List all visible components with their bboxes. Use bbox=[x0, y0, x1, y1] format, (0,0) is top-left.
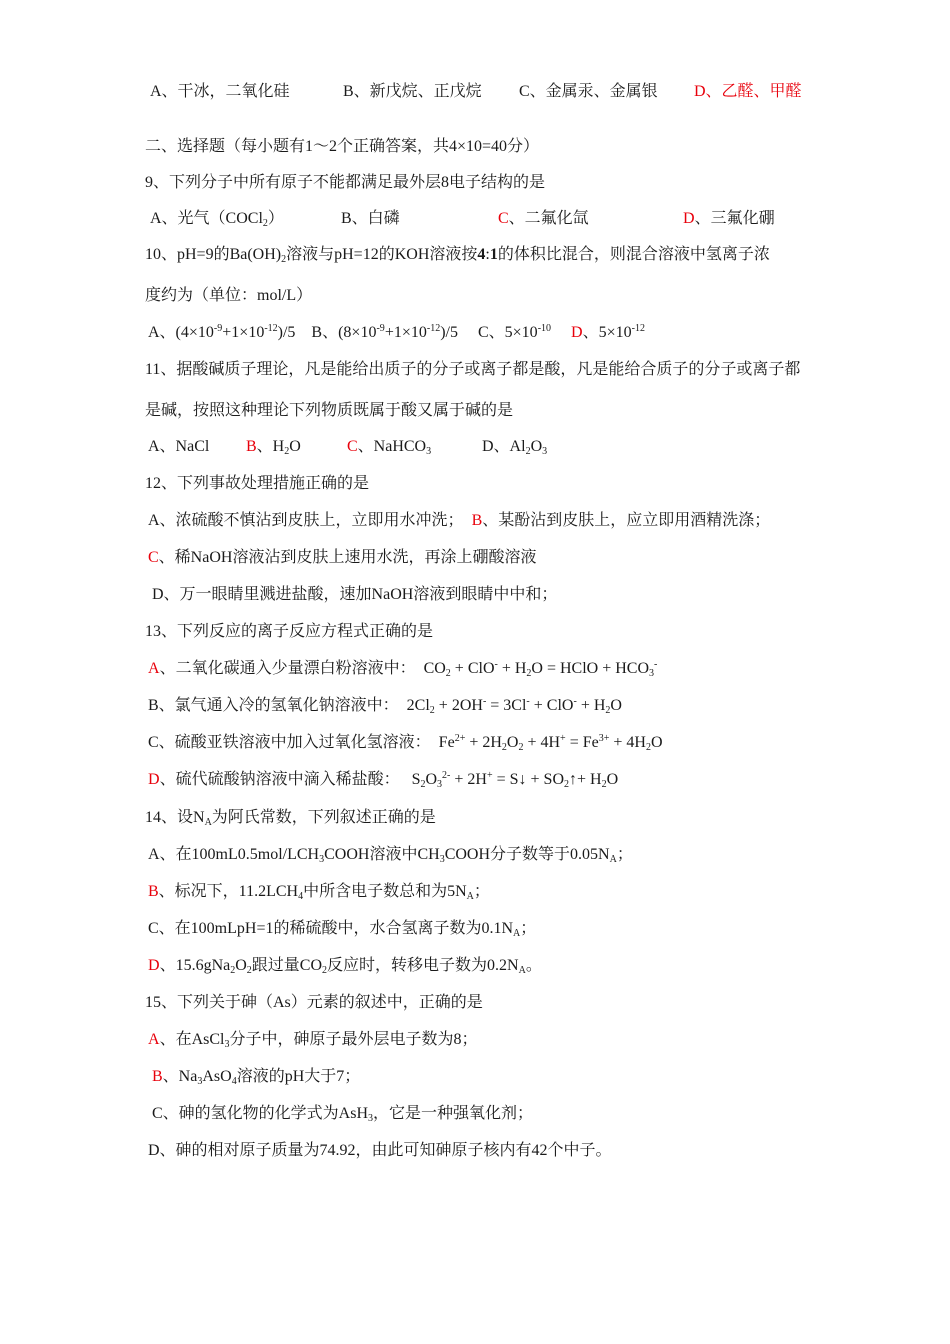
q9-option-b: B、白磷 bbox=[341, 210, 400, 227]
q12-option-c: C、稀NaOH溶液沾到皮肤上速用水洗，再涂上硼酸溶液 bbox=[148, 549, 537, 566]
section-2-heading: 二、选择题（每小题有1～2个正确答案，共4×10=40分） bbox=[145, 138, 540, 155]
q12-stem: 12、下列事故处理措施正确的是 bbox=[145, 475, 370, 492]
q11-option-b: B、$H_2O$ bbox=[246, 438, 301, 457]
q8-option-d: D、乙醛、甲醛 bbox=[694, 83, 802, 100]
q9-stem: 9、下列分子中所有原子不能都满足最外层8电子结构的是 bbox=[145, 174, 546, 191]
q15-option-c: C、砷的氢化物的化学式为AsH$_3$，它是一种强氧化剂； bbox=[152, 1105, 534, 1124]
q14-option-a: A、在$100mL0.5mol/LCH_3COOH$溶液中$CH_3COOH$分子数等于$0.05N_A$； bbox=[148, 846, 633, 865]
q14-option-c: C、在100mLpH=1的稀硫酸中，水合氢离子数为$0.1N_A$； bbox=[148, 920, 537, 939]
q12-options-ab: A、浓硫酸不慎沾到皮肤上，立即用水冲洗； B、某酚沾到皮肤上，应立即用酒精洗涤； bbox=[148, 512, 771, 529]
q11-option-c: C、NaHCO$_3$ bbox=[347, 438, 432, 457]
q10-line1: 10、pH=9的$Ba(OH)_2$溶液与pH=12的KOH溶液按4:1的体积比混合，则混合溶液中氢离子浓 bbox=[145, 246, 770, 265]
q15-option-d: D、砷的相对原子质量为74.92，由此可知砷原子核内有42个中子。 bbox=[148, 1142, 612, 1159]
q10-options: A、$(4\times 10^{-9}+1\times 10^{-12})/5$ B、$(8\times 10^{-9}+1\times 10^{-12})/5$ C、$5\times 10^{-10}$ D、$5\times 10^{-12}$ bbox=[148, 323, 645, 341]
q13-stem: 13、下列反应的离子反应方程式正确的是 bbox=[145, 623, 434, 640]
q11-option-d: D、$Al_2O_3$ bbox=[482, 438, 548, 457]
q10-line2: 度约为（单位：mol/L） bbox=[145, 287, 313, 304]
q9-option-d: D、三氟化硼 bbox=[683, 210, 775, 227]
q14-stem: 14、设$N_A$为阿氏常数，下列叙述正确的是 bbox=[145, 809, 436, 828]
q15-stem: 15、下列关于砷（As）元素的叙述中，正确的是 bbox=[145, 994, 483, 1011]
q8-option-c: C、金属汞、金属银 bbox=[519, 83, 658, 100]
q9-option-c: C、二氟化氙 bbox=[498, 210, 589, 227]
q14-option-d: D、$15.6gNa_2O_2$跟过量$CO_2$反应时，转移电子数为$0.2N_A$。 bbox=[148, 957, 542, 976]
q12-option-d: D、万一眼睛里溅进盐酸，速加NaOH溶液到眼睛中中和； bbox=[152, 586, 558, 603]
q13-option-a: A、二氧化碳通入少量漂白粉溶液中： $CO_2 + ClO^- + H_2O$ = HClO + $HCO_3^-$ bbox=[148, 659, 658, 679]
q13-option-b: B、氯气通入冷的氢氧化钠溶液中： $2Cl_2 + 2OH^- = 3Cl^- + ClO^- + H_2O$ bbox=[148, 696, 622, 716]
q11-line1: 11、据酸碱质子理论，凡是能给出质子的分子或离子都是酸，凡是能给合质子的分子或离子都 bbox=[145, 361, 801, 378]
q15-option-b: B、$Na_3AsO_4$溶液的pH大于7； bbox=[152, 1068, 361, 1087]
q11-option-a: A、NaCl bbox=[148, 438, 210, 455]
q11-line2: 是碱，按照这种理论下列物质既属于酸又属于碱的是 bbox=[145, 402, 514, 419]
q14-option-b: B、标况下，$11.2LCH_4$中所含电子数总和为$5N_A$； bbox=[148, 883, 490, 902]
q8-option-a: A、干冰，二氧化硅 bbox=[150, 83, 290, 100]
q8-option-b: B、新戊烷、正戊烷 bbox=[343, 83, 482, 100]
q9-option-a: A、光气（COCl$_2$） bbox=[150, 210, 284, 229]
q15-option-a: A、在AsCl$_3$分子中，砷原子最外层电子数为8； bbox=[148, 1031, 478, 1050]
q13-option-c: C、硫酸亚铁溶液中加入过氧化氢溶液： $Fe^{2+} + 2H_2O_2 + 4H^+ = Fe^{3+} + 4H_2O$ bbox=[148, 733, 663, 753]
q13-option-d: D、硫代硫酸钠溶液中滴入稀盐酸： $S_2O_3^{2-} + 2H^+$ = S↓ + $SO_2↑+ H_2O$ bbox=[148, 770, 619, 790]
